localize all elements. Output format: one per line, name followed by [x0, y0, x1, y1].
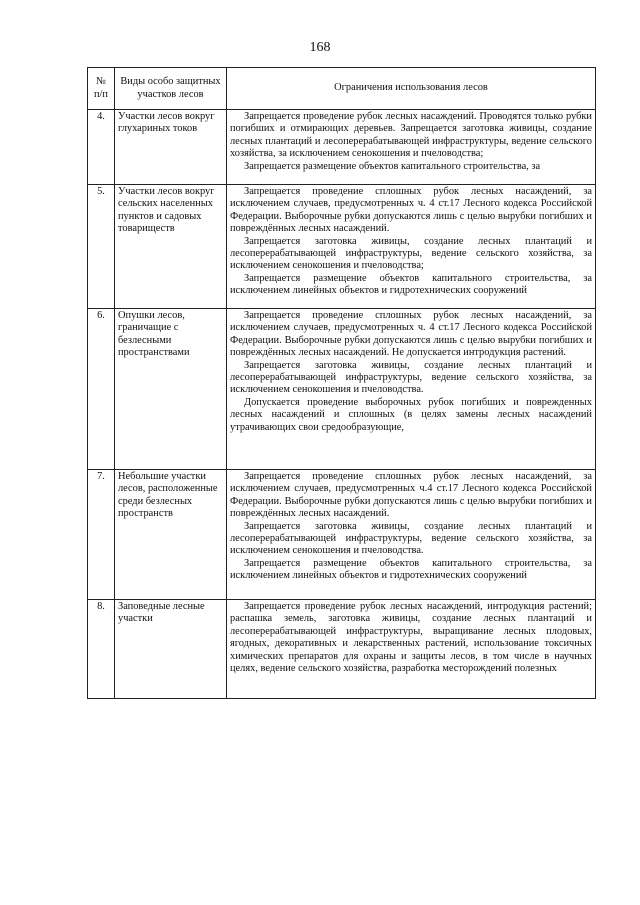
- restrictions-cell: [227, 309, 596, 470]
- restriction-paragraph: Допускается проведение выборочных рубок погибших и поврежденных лесных насаждений и сплошных (в целях замены лесных насаждений утрачивающих свои средообразующие,: [230, 396, 592, 433]
- table-row: [88, 185, 596, 309]
- table-row: [88, 600, 596, 699]
- restriction-paragraph: Запрещается заготовка живицы, создание лесных плантаций и лесоперерабатывающей инфраструктуры, ведение сельского хозяйства, за исключением сенокошения и пчеловодства.: [230, 520, 592, 557]
- restriction-paragraph: Запрещается проведение сплошных рубок лесных насаждений, за исключением случаев, предусмотренных ч. 4 ст.17 Лесного кодекса Российской Федерации. Выборочные рубки допускаются лишь с целью вырубки погибших и повреждённых лесных насаждений. Не допускается интродукция растений.: [230, 310, 592, 359]
- restriction-paragraph: Запрещается проведение сплошных рубок лесных насаждений, за исключением случаев, предусмотренных ч.4 ст.17 Лесного кодекса Российской Федерации. Выборочные рубки допускаются лишь с целью вырубки погибших и повреждённых лесных насаждений.: [230, 471, 592, 520]
- area-type: Небольшие участки лесов, расположенные среди безлесных пространств: [115, 470, 227, 600]
- restriction-paragraph: Запрещается заготовка живицы, создание лесных плантаций и лесоперерабатывающей инфраструктуры, ведение сельского хозяйства, за исключением сенокошения и пчеловодства;: [230, 235, 592, 272]
- restrictions-cell: [227, 185, 596, 309]
- header-num: № п/п: [88, 68, 115, 110]
- table-row: [88, 309, 596, 470]
- table-row: [88, 110, 596, 185]
- restriction-paragraph: Запрещается размещение объектов капитального строительства, за: [244, 160, 541, 172]
- restrictions-cell: [227, 470, 596, 600]
- row-number: 8.: [88, 600, 115, 699]
- table-header-row: [88, 68, 596, 110]
- table-row: [88, 470, 596, 600]
- header-restrictions: Ограничения использования лесов: [227, 68, 596, 110]
- area-type: Участки лесов вокруг глухариных токов: [115, 110, 227, 185]
- row-number: 4.: [88, 110, 115, 185]
- area-type: Заповедные лесные участки: [115, 600, 227, 699]
- header-type: Виды особо защитных участков лесов: [115, 68, 227, 110]
- restriction-paragraph: Запрещается размещение объектов капитального строительства, за исключением линейных объектов и гидротехнических сооружений: [230, 272, 592, 297]
- restriction-paragraph: Запрещается размещение объектов капитального строительства, за исключением линейных объектов и гидротехнических сооружений: [230, 557, 592, 582]
- restriction-paragraph: Запрещается проведение рубок лесных насаждений. Проводятся только рубки погибших и отмирающих деревьев. Запрещается заготовка живицы, создание лесных плантаций и лесоперерабатывающей инфраструктуры, ведение сельского хозяйства, за исключением сенокошения и пчеловодства;: [230, 111, 592, 160]
- restrictions-cell: [227, 110, 596, 185]
- restrictions-cell: [227, 600, 596, 699]
- page-number: 168: [309, 40, 331, 55]
- row-number: 7.: [88, 470, 115, 600]
- area-type: Опушки лесов, граничащие с безлесными пространствами: [115, 309, 227, 470]
- restriction-paragraph: Запрещается заготовка живицы, создание лесных плантаций и лесоперерабатывающей инфраструктуры, ведение сельского хозяйства, за исключением сенокошения и пчеловодства.: [230, 359, 592, 396]
- restriction-paragraph: Запрещается проведение сплошных рубок лесных насаждений, за исключением случаев, предусмотренных ч. 4 ст.17 Лесного кодекса Российской Федерации. Выборочные рубки допускаются лишь с целью вырубки погибших и повреждённых лесных насаждений.: [230, 186, 592, 235]
- area-type: Участки лесов вокруг сельских населенных пунктов и садовых товариществ: [115, 185, 227, 309]
- row-number: 6.: [88, 309, 115, 470]
- forest-restrictions-table: [87, 67, 596, 699]
- restriction-paragraph: Запрещается проведение рубок лесных насаждений, интродукция растений; распашка земель, заготовка живицы, создание лесных плантаций и лесоперерабатывающей инфраструктуры, выращивание лесных плодовых, ягодных, декоративных и лекарственных растений, использование токсичных химических препаратов для охраны и защиты лесов, в том числе в научных целях, ведение сельского хозяйства, разработка месторождений полезных: [230, 601, 592, 675]
- row-number: 5.: [88, 185, 115, 309]
